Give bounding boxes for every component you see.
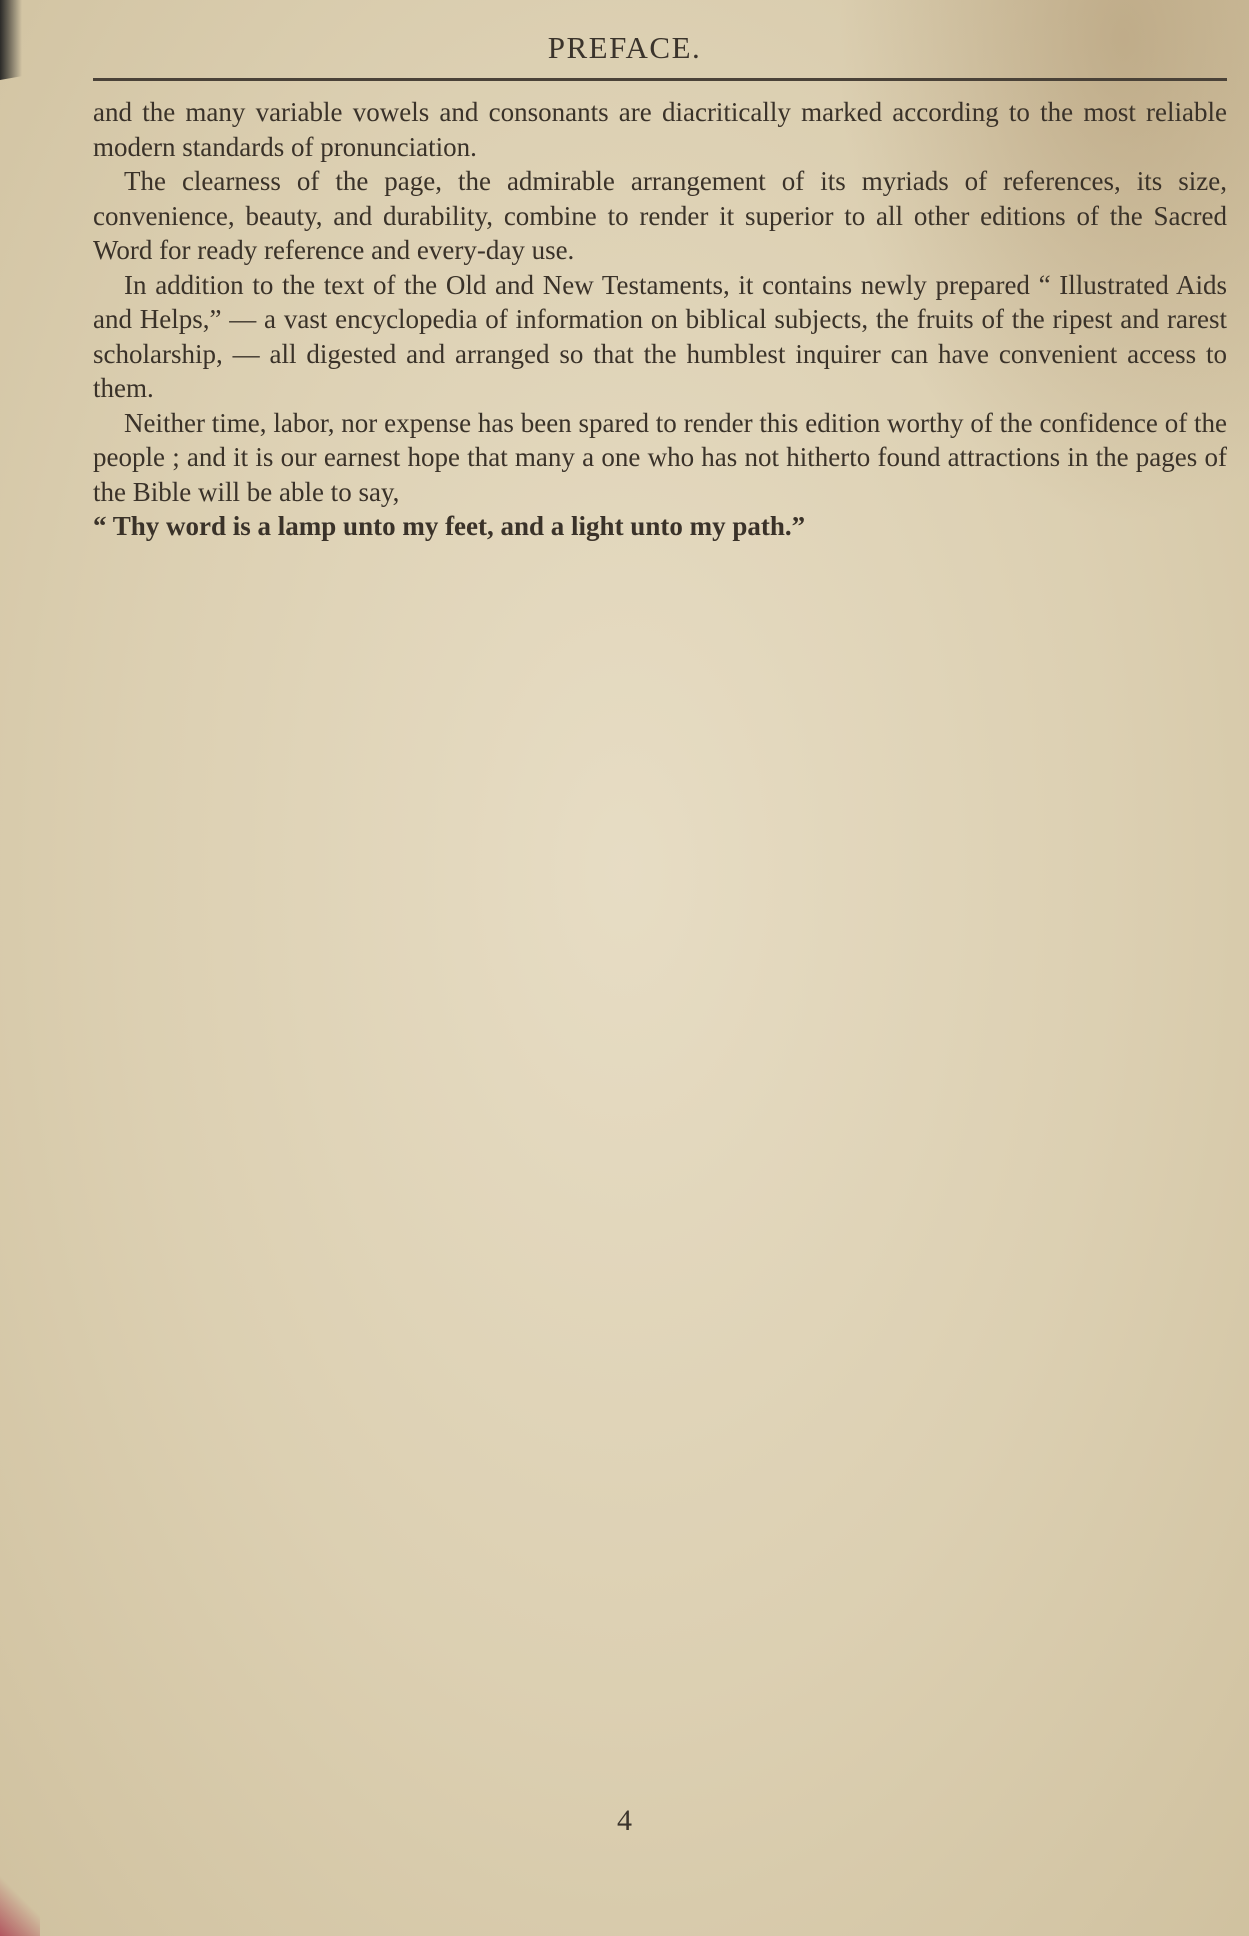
paragraph-clearness: The clearness of the page, the admirable arrangement of its myriads of references, its size, convenience, beauty, and durability, combine to render it superior to all other editions of the Sacred Word for ready reference and every-day use.: [93, 166, 1227, 265]
paragraph-neither: Neither time, labor, nor expense has been spared to render this edition worthy of the confidence of the people ; and it is our earnest hope that many a one who has not hitherto found attractions in the pages of the Bible will be able to say,: [93, 407, 1227, 507]
page-number: 4: [617, 1804, 632, 1837]
paragraph-addition: In addition to the text of the Old and New Testaments, it contains newly prepared “ Illustrated Aids and Helps,” — a vast encyclopedia of information on biblical subjects, the fruits of the ripest and rarest scholarship, — all digested and arranged so that the humblest inquirer can have convenient access to them.: [93, 269, 1227, 403]
closing-quotation: “ Thy word is a lamp unto my feet, and a light unto my path.”: [93, 511, 806, 541]
running-head: PREFACE.: [547, 30, 702, 65]
preface-body: [93, 95, 1227, 544]
paragraph-continuation: and the many variable vowels and consonants are diacritically marked according to the most reliable modern standards of pronunciation.: [93, 97, 1227, 162]
header-rule: [93, 78, 1227, 81]
corner-discoloration: [0, 1866, 40, 1936]
